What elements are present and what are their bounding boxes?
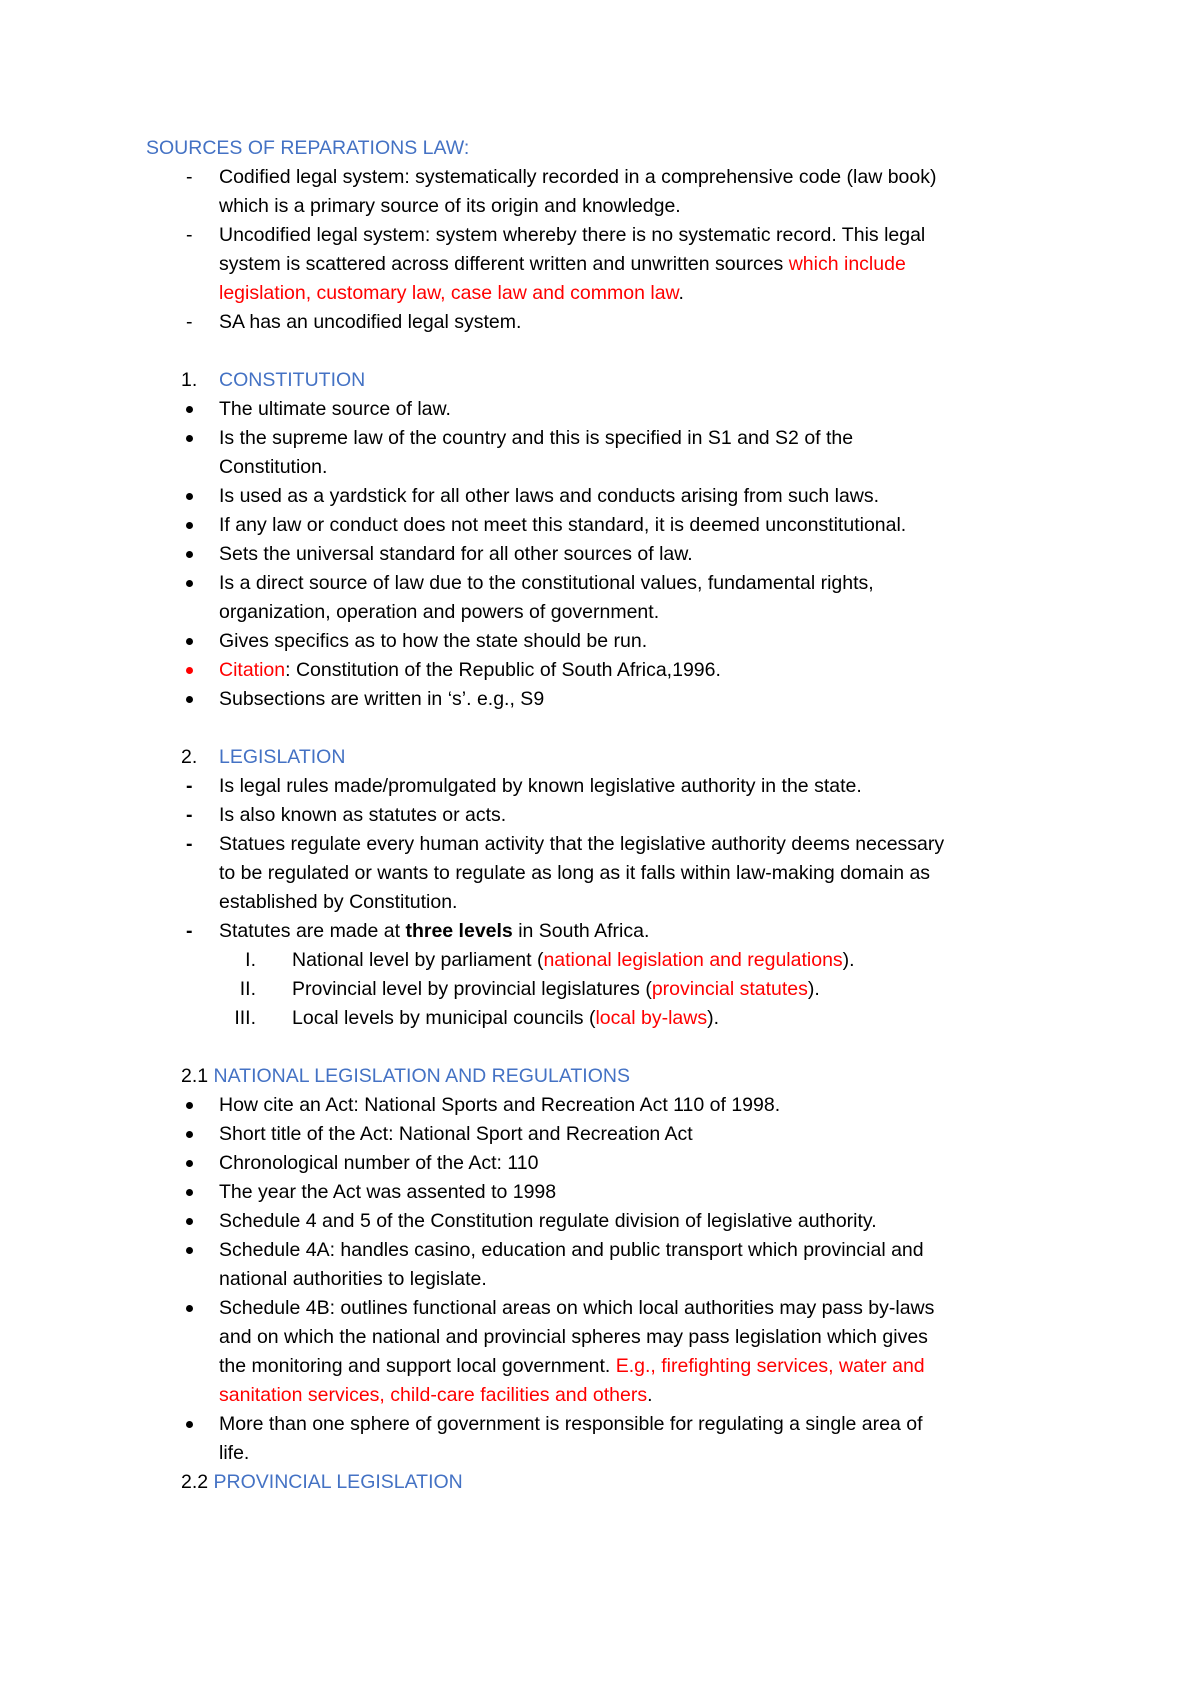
text: ). (807, 978, 820, 1000)
text (219, 278, 684, 308)
text: Schedule 4B: outlines functional areas on which local authorities may pass by-laws (219, 1297, 935, 1319)
text: which is a primary source of its origin and knowledge. (219, 195, 681, 217)
bullet-icon (186, 1218, 193, 1225)
text: . (647, 1384, 653, 1406)
list-marker: - (186, 311, 193, 333)
bullet-icon (186, 667, 193, 674)
highlighted-text: provincial statutes (651, 978, 808, 1000)
text: Is legal rules made/promulgated by known legislative authority in the state. (219, 775, 862, 797)
text: and on which the national and provincial spheres may pass legislation which gives (219, 1326, 928, 1348)
text: in South Africa. (512, 920, 650, 942)
text: Is the supreme law of the country and this is specified in S1 and S2 of the (219, 427, 854, 449)
bullet-icon (186, 406, 193, 413)
text: The ultimate source of law. (219, 398, 451, 420)
text: Chronological number of the Act: 110 (219, 1152, 539, 1174)
highlighted-text: national legislation and regulations (543, 949, 843, 971)
text: system is scattered across different written and unwritten sources (219, 253, 789, 275)
text: SA has an uncodified legal system. (219, 311, 522, 333)
highlighted-text: E.g., firefighting services, water and (615, 1355, 925, 1377)
text (219, 916, 649, 946)
text: Provincial level by provincial legislatures ( (292, 978, 652, 1000)
list-marker: - (186, 833, 193, 855)
text: More than one sphere of government is responsible for regulating a single area of (219, 1413, 923, 1435)
text (219, 1380, 653, 1410)
text: National level by parliament ( (292, 949, 544, 971)
roman-numeral: II. (239, 978, 256, 1000)
text: Is used as a yardstick for all other laws and conducts arising from such laws. (219, 485, 880, 507)
list-marker: - (186, 166, 193, 188)
text: Uncodified legal system: system whereby there is no systematic record. This legal (219, 224, 926, 246)
highlighted-text: local by-laws (595, 1007, 708, 1029)
text: Constitution. (219, 456, 328, 478)
text: 2. (181, 746, 198, 768)
text: Statutes are made at (219, 920, 406, 942)
text: to be regulated or wants to regulate as long as it falls within law-making domain as (219, 862, 931, 884)
text (181, 1061, 630, 1091)
highlighted-text: Citation (219, 659, 286, 681)
list-marker: - (186, 920, 193, 942)
text (292, 945, 855, 975)
bullet-icon (186, 696, 193, 703)
bullet-icon (186, 1131, 193, 1138)
bullet-icon (186, 1247, 193, 1254)
bullet-icon (186, 551, 193, 558)
text: If any law or conduct does not meet this standard, it is deemed unconstitutional. (219, 514, 907, 536)
text (219, 249, 906, 279)
text: ). (707, 1007, 720, 1029)
text (292, 974, 820, 1004)
bullet-icon (186, 1102, 193, 1109)
text: 2.2 (181, 1471, 214, 1493)
text: . (678, 282, 684, 304)
bullet-icon (186, 1421, 193, 1428)
text: the monitoring and support local government. (219, 1355, 616, 1377)
text: Is also known as statutes or acts. (219, 804, 507, 826)
text: Schedule 4 and 5 of the Constitution regulate division of legislative authority. (219, 1210, 877, 1232)
bullet-icon (186, 435, 193, 442)
roman-numeral: I. (245, 949, 256, 971)
text: Statues regulate every human activity that the legislative authority deems necessary (219, 833, 945, 855)
highlighted-text: which include (788, 253, 906, 275)
list-marker: - (186, 224, 193, 246)
text: The year the Act was assented to 1998 (219, 1181, 557, 1203)
text: national authorities to legislate. (219, 1268, 487, 1290)
text: Codified legal system: systematically recorded in a comprehensive code (law book) (219, 166, 937, 188)
text: established by Constitution. (219, 891, 458, 913)
text (181, 1467, 463, 1497)
text: 2.1 (181, 1065, 214, 1087)
text: PROVINCIAL LEGISLATION (213, 1471, 463, 1493)
text: Short title of the Act: National Sport and Recreation Act (219, 1123, 693, 1145)
text (219, 1351, 925, 1381)
bullet-icon (186, 1189, 193, 1196)
list-marker: - (186, 775, 193, 797)
text: : Constitution of the Republic of South Africa,1996. (285, 659, 721, 681)
text: Is a direct source of law due to the constitutional values, fundamental rights, (219, 572, 874, 594)
text: NATIONAL LEGISLATION AND REGULATIONS (213, 1065, 630, 1087)
roman-numeral: III. (234, 1007, 256, 1029)
text: three levels (405, 920, 513, 942)
highlighted-text: sanitation services, child-care facilities and others (219, 1384, 648, 1406)
text: LEGISLATION (219, 746, 346, 768)
text: CONSTITUTION (219, 369, 366, 391)
text: Gives specifics as to how the state should be run. (219, 630, 648, 652)
text: organization, operation and powers of government. (219, 601, 660, 623)
text: SOURCES OF REPARATIONS LAW: (146, 137, 470, 159)
text: life. (219, 1442, 250, 1464)
bullet-icon (186, 1305, 193, 1312)
bullet-icon (186, 1160, 193, 1167)
bullet-icon (186, 493, 193, 500)
text (292, 1003, 719, 1033)
bullet-icon (186, 580, 193, 587)
text: Subsections are written in ‘s’. e.g., S9 (219, 688, 545, 710)
text: Local levels by municipal councils ( (292, 1007, 596, 1029)
highlighted-text: legislation, customary law, case law and common law (219, 282, 679, 304)
text: Sets the universal standard for all other sources of law. (219, 543, 693, 565)
text: Schedule 4A: handles casino, education and public transport which provincial and (219, 1239, 924, 1261)
list-marker: - (186, 804, 193, 826)
text: How cite an Act: National Sports and Recreation Act 110 of 1998. (219, 1094, 781, 1116)
text: ). (842, 949, 855, 971)
bullet-icon (186, 522, 193, 529)
text (219, 655, 721, 685)
text: 1. (181, 369, 198, 391)
bullet-icon (186, 638, 193, 645)
